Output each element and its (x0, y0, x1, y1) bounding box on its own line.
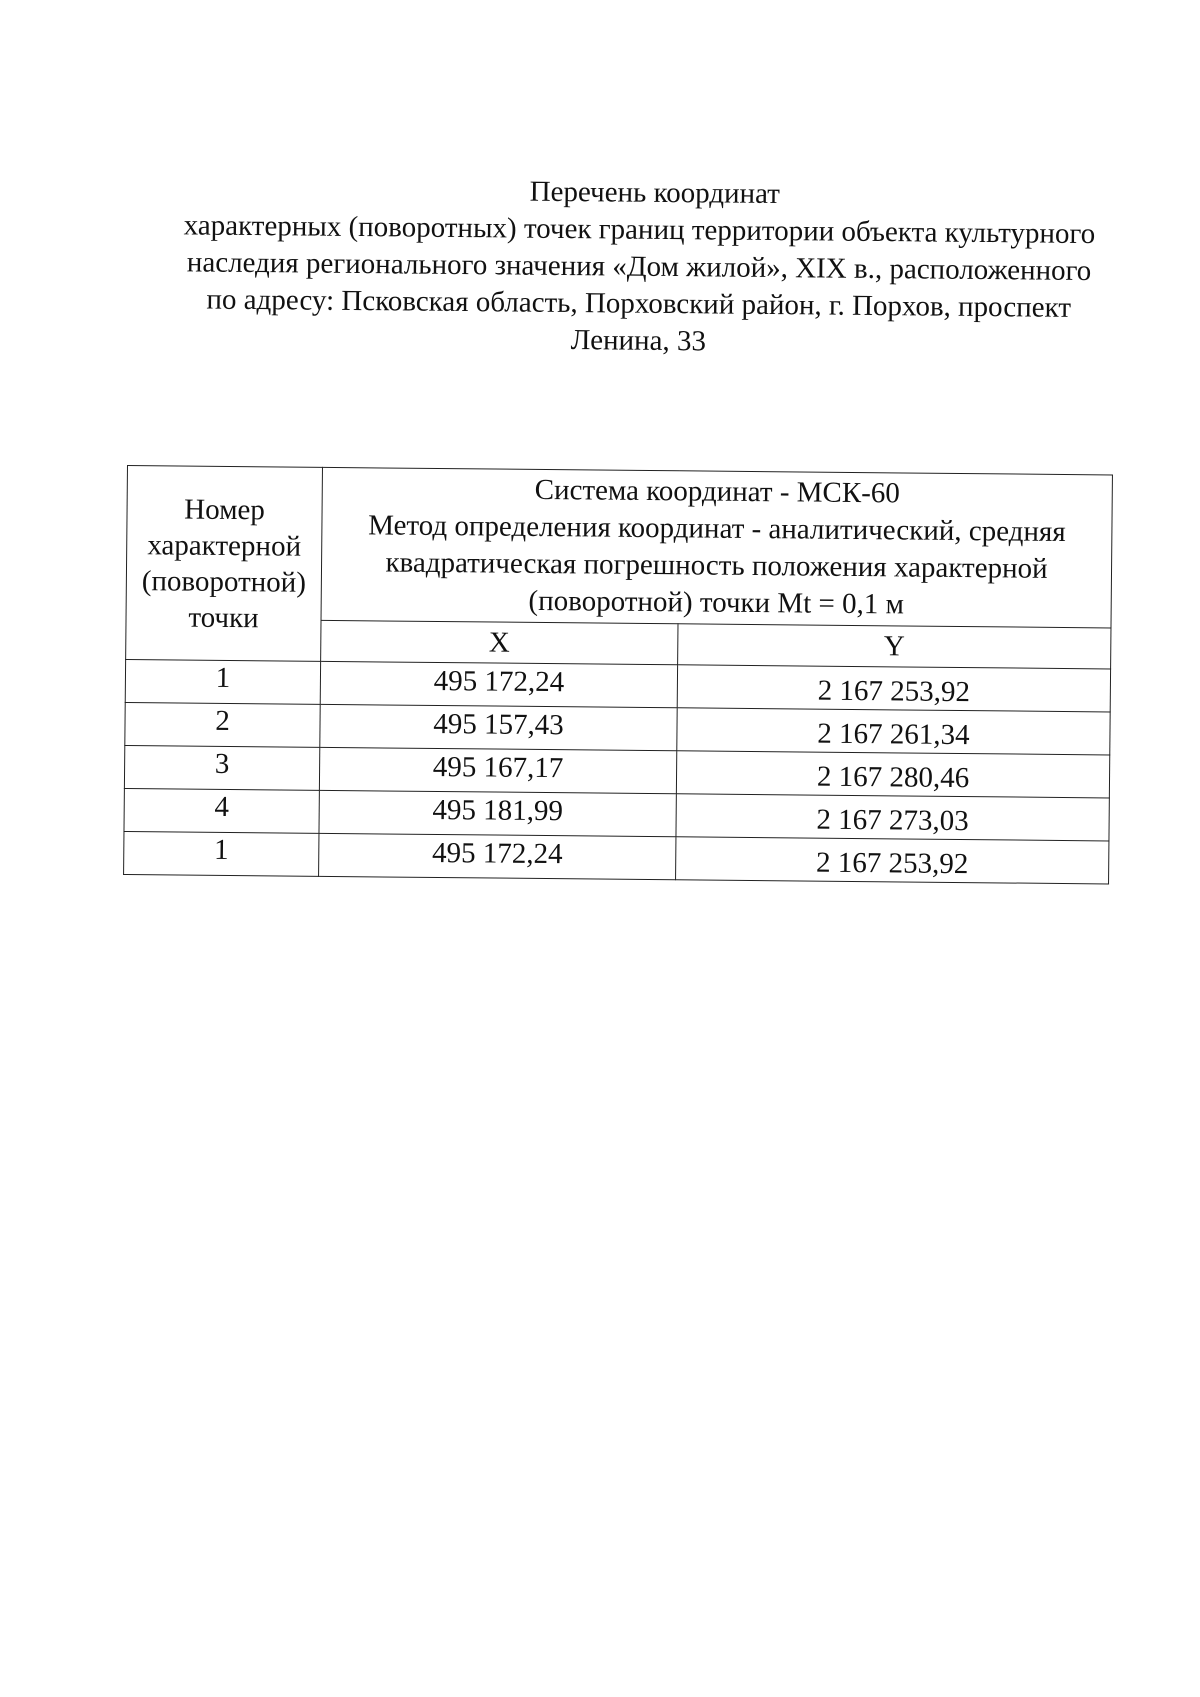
y-value-cell: 2 167 273,03 (676, 794, 1109, 841)
point-number-cell: 2 (125, 702, 320, 747)
header-text: Метод определения координат - аналитический, средняя (368, 509, 1066, 549)
coordinates-table (123, 465, 1113, 884)
x-value-cell: 495 172,24 (320, 661, 677, 707)
x-value-cell: 495 167,17 (319, 747, 676, 793)
header-text: Система координат - МСК-60 (534, 473, 901, 510)
header-text: (поворотной) точки Mt = 0,1 м (528, 584, 905, 621)
x-value-cell: 495 157,43 (320, 704, 677, 750)
x-value-cell: 495 172,24 (319, 833, 676, 879)
document-heading (148, 170, 1130, 364)
point-number-cell: 4 (124, 788, 319, 833)
header-text: Номер (184, 493, 266, 526)
y-value-cell: 2 167 261,34 (677, 708, 1110, 755)
y-value-cell: 2 167 280,46 (676, 751, 1109, 798)
y-column-header: Y (678, 624, 1111, 669)
x-value-cell: 495 181,99 (319, 790, 676, 836)
heading-line: Ленина, 33 (570, 324, 707, 358)
coordinate-system-header (321, 467, 1112, 628)
header-text: точки (188, 601, 259, 634)
point-number-header (126, 466, 323, 662)
heading-title: Перечень координат (529, 175, 781, 211)
header-text: квадратическая погрешность положения характерной (385, 546, 1048, 585)
table-header-row (126, 466, 1112, 628)
y-value-cell: 2 167 253,92 (676, 837, 1109, 884)
heading-line: наследия регионального значения «Дом жилой», XIX в., расположенного (186, 246, 1092, 288)
header-text: (поворотной) (141, 564, 307, 599)
point-number-cell: 3 (124, 745, 319, 790)
point-number-cell: 1 (124, 831, 319, 876)
coordinates-table-wrapper (123, 465, 1112, 884)
heading-line: характерных (поворотных) точек границ территории объекта культурного (183, 209, 1096, 251)
heading-line: по адресу: Псковская область, Порховский район, г. Порхов, проспект (206, 283, 1072, 324)
x-column-header: X (321, 620, 678, 664)
table-row (124, 831, 1109, 883)
point-number-cell: 1 (125, 659, 320, 704)
y-value-cell: 2 167 253,92 (677, 665, 1110, 712)
header-text: характерной (147, 528, 302, 563)
